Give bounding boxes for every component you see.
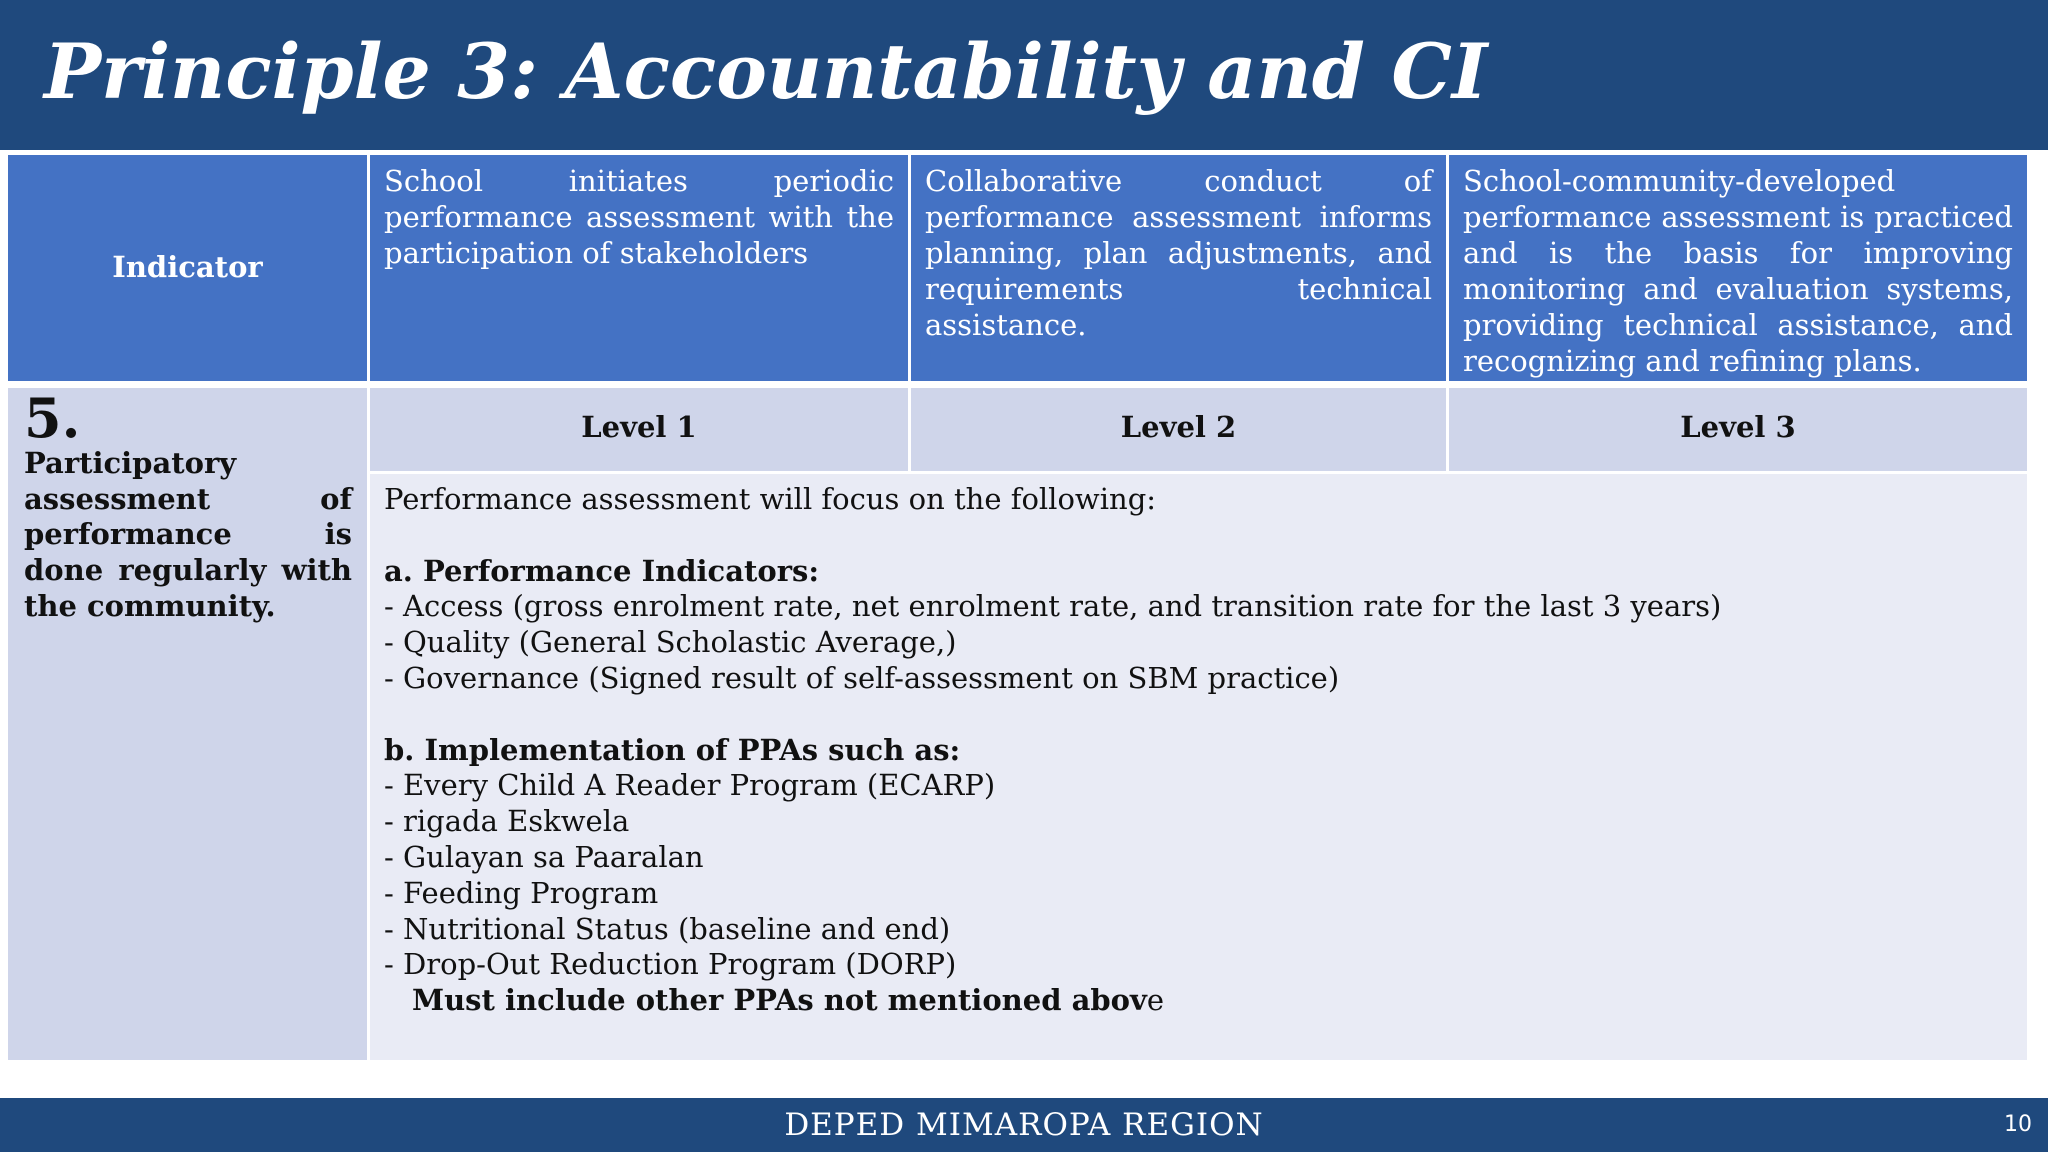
- list-item: - Governance (Signed result of self-assessment on SBM practice): [384, 660, 1340, 695]
- descriptor-text-2: Collaborative conduct of performance assessment informs planning, plan adjustments, and requirements technical assistance.: [925, 164, 1432, 342]
- indicator-description: Participatory assessment of performance is done regularly with the community.: [24, 445, 352, 623]
- note-line: [384, 983, 1721, 1019]
- content-intro: Performance assessment will focus on the following:: [384, 482, 1157, 516]
- descriptor-cell-2: [911, 155, 1446, 381]
- list-item: - Drop-Out Reduction Program (DORP): [384, 947, 957, 982]
- descriptor-cell-3: [1449, 155, 2027, 381]
- section-a-heading: a. Performance Indicators:: [384, 553, 820, 588]
- list-item: - Access (gross enrolment rate, net enrolment rate, and transition rate for the last 3 years): [384, 589, 1722, 624]
- descriptor-text-1: School initiates periodic performance assessment with the participation of stakeholders: [384, 164, 894, 270]
- footer-bar: [0, 1098, 2048, 1152]
- indicator-header: Indicator: [112, 250, 263, 284]
- list-item: - Quality (General Scholastic Average,): [384, 625, 957, 660]
- page-number: 10: [2004, 1112, 2032, 1137]
- indicator-text: [24, 386, 352, 625]
- list-item: - rigada Eskwela: [384, 804, 630, 839]
- list-item: - Gulayan sa Paaralan: [384, 839, 704, 874]
- title-bar: [0, 0, 2048, 150]
- indicator-header-cell: [8, 155, 367, 381]
- list-item: - Every Child A Reader Program (ECARP): [384, 768, 996, 803]
- level-1-label: Level 1: [581, 410, 697, 444]
- indicator-number: 5.: [24, 386, 81, 450]
- descriptor-cell-1: [370, 155, 908, 381]
- list-item: - Feeding Program: [384, 875, 659, 910]
- note-tail: e: [1146, 983, 1164, 1018]
- content-text: [384, 482, 1721, 1019]
- slide-title: Principle 3: Accountability and CI: [44, 27, 1488, 116]
- list-item: - Nutritional Status (baseline and end): [384, 911, 951, 946]
- descriptor-text-3: School-community-developed performance assessment is practiced and is the basis for improving monitoring and evaluation systems, providing technical assistance, and recognizing and refining plans.: [1463, 164, 2013, 378]
- section-b-heading: b. Implementation of PPAs such as:: [384, 732, 961, 767]
- level-2-label: Level 2: [1120, 410, 1237, 444]
- note-bold: Must include other PPAs not mentioned abov: [412, 983, 1147, 1018]
- footer-organization: DEPED MIMAROPA REGION: [784, 1107, 1264, 1143]
- level-3-label: Level 3: [1680, 410, 1796, 444]
